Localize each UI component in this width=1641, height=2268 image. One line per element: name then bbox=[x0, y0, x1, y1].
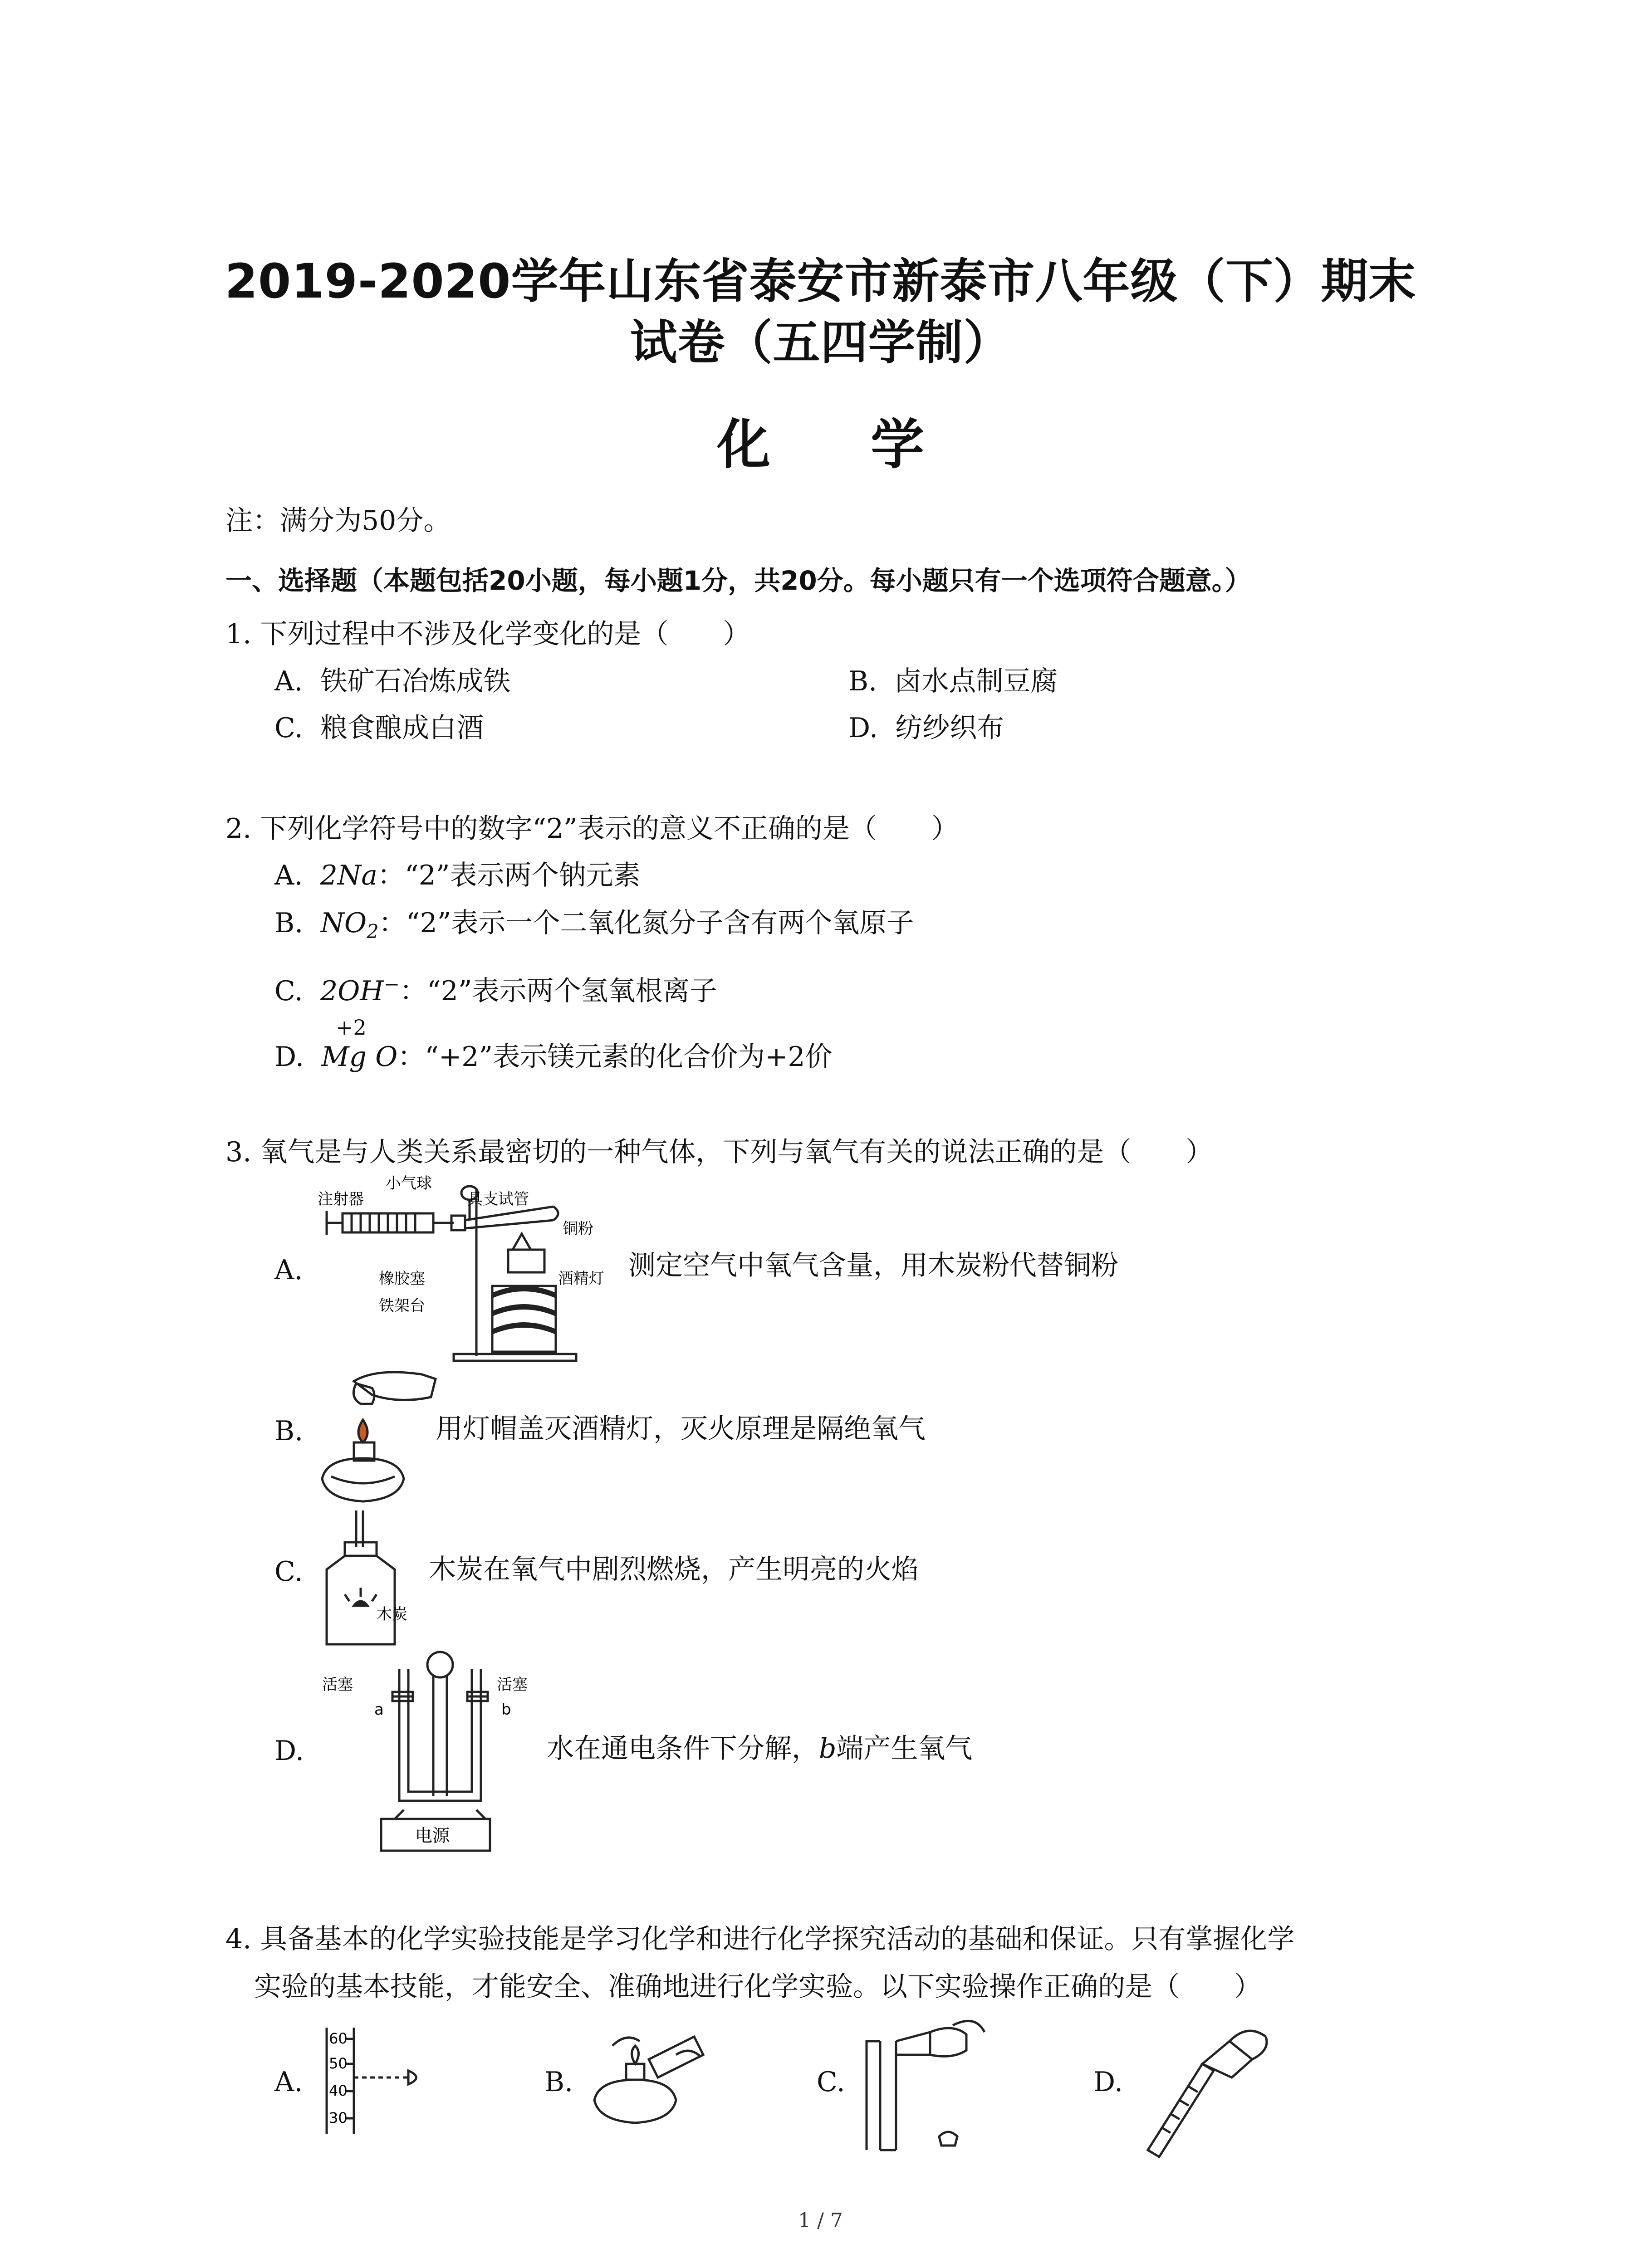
solid-into-tube-figure bbox=[862, 2014, 1007, 2164]
q2-stem: 2. 下列化学符号中的数字“2”表示的意义不正确的是（ ） bbox=[225, 813, 959, 845]
tick-label: 30 bbox=[329, 2109, 348, 2126]
q4-option-c-label[interactable]: C. bbox=[817, 2066, 845, 2098]
option-label: C. bbox=[274, 712, 303, 744]
option-text: 卤水点制豆腐 bbox=[894, 665, 1058, 697]
q1-option-c[interactable] bbox=[274, 710, 484, 746]
formula: 2Na bbox=[320, 860, 378, 891]
q1-option-b[interactable] bbox=[848, 663, 1058, 699]
title-line-1: 2019-2020学年山东省泰安市新泰市八年级（下）期末 bbox=[225, 254, 1416, 309]
label-lamp: 酒精灯 bbox=[558, 1270, 604, 1288]
water-electrolysis-figure bbox=[318, 1647, 554, 1873]
label-valve-left: 活塞 bbox=[322, 1676, 353, 1694]
q1-option-d[interactable] bbox=[848, 710, 1004, 746]
tick-label: 50 bbox=[329, 2055, 348, 2072]
q3-option-b-label[interactable]: B. bbox=[274, 1415, 304, 1447]
label-charcoal: 木炭 bbox=[377, 1605, 407, 1623]
q3-option-c-label[interactable]: C. bbox=[274, 1556, 303, 1588]
q3-option-d-text: 水在通电条件下分解，b端产生氧气 bbox=[547, 1733, 973, 1765]
option-text: 纺纱织布 bbox=[895, 712, 1004, 744]
label-tube: 具支试管 bbox=[467, 1190, 529, 1208]
q2-option-d[interactable]: D. Mg O：“+2”表示镁元素的化合价为+2价 bbox=[274, 1041, 833, 1073]
q4-option-d-label[interactable]: D. bbox=[1093, 2066, 1123, 2098]
q3-option-d-label[interactable]: D. bbox=[274, 1735, 304, 1767]
tick-label: 40 bbox=[329, 2082, 348, 2099]
q3-option-a-label[interactable]: A. bbox=[274, 1254, 303, 1286]
label-power-supply: 电源 bbox=[415, 1826, 450, 1846]
q3-stem: 3. 氧气是与人类关系最密切的一种气体，下列与氧气有关的说法正确的是（ ） bbox=[225, 1136, 1213, 1168]
section-heading: 一、选择题（本题包括20小题，每小题1分，共20分。每小题只有一个选项符合题意。） bbox=[225, 565, 1251, 596]
q3-option-a-text: 测定空气中氧气含量，用木炭粉代替铜粉 bbox=[628, 1250, 1118, 1281]
page-number: 1 / 7 bbox=[798, 2209, 843, 2232]
label-syringe: 注射器 bbox=[318, 1190, 364, 1208]
option-text: 铁矿石冶炼成铁 bbox=[320, 665, 511, 697]
label-electrode-a: a bbox=[374, 1701, 384, 1719]
q2-option-b[interactable]: B. $NO_2$：“2”表示一个二氧化氮分子含有两个氧原子 bbox=[274, 907, 914, 943]
subject-heading: 化 学 bbox=[716, 413, 965, 476]
q4-option-b-label[interactable]: B. bbox=[544, 2066, 573, 2098]
formula: Mg O bbox=[321, 1041, 398, 1073]
option-label: D. bbox=[848, 712, 878, 744]
label-valve-right: 活塞 bbox=[497, 1676, 528, 1694]
pouring-into-cylinder-figure bbox=[1134, 2014, 1279, 2159]
label-electrode-b: b bbox=[501, 1701, 511, 1719]
q3-option-b-text: 用灯帽盖灭酒精灯，灭火原理是隔绝氧气 bbox=[436, 1413, 926, 1445]
q4-option-a-label[interactable]: A. bbox=[274, 2066, 303, 2098]
q1-option-a[interactable] bbox=[274, 663, 511, 699]
valence-mark: +2 bbox=[336, 1015, 367, 1040]
formula: 2OH bbox=[320, 975, 384, 1007]
q2-option-a[interactable]: A. 2Na：“2”表示两个钠元素 bbox=[274, 860, 641, 891]
label-stand: 铁架台 bbox=[379, 1297, 425, 1315]
charcoal-oxygen-bottle-figure bbox=[318, 1506, 436, 1651]
q3-option-c-text: 木炭在氧气中剧烈燃烧，产生明亮的火焰 bbox=[429, 1554, 919, 1585]
option-label: B. bbox=[848, 665, 877, 697]
q4-stem-line1: 4. 具备基本的化学实验技能是学习化学和进行化学探究活动的基础和保证。只有掌握化学 bbox=[225, 1923, 1295, 1955]
lamp-lighting-figure bbox=[585, 2028, 712, 2132]
q4-stem-line2: 实验的基本技能，才能安全、准确地进行化学实验。以下实验操作正确的是（ ） bbox=[254, 1971, 1261, 2003]
graduated-cylinder-reading-figure bbox=[318, 2023, 445, 2141]
alcohol-lamp-cap-figure bbox=[318, 1370, 440, 1506]
score-note: 注：满分为50分。 bbox=[225, 505, 451, 537]
q1-stem: 1. 下列过程中不涉及化学变化的是（ ） bbox=[225, 618, 750, 650]
label-balloon: 小气球 bbox=[386, 1175, 432, 1193]
label-copper: 铜粉 bbox=[563, 1220, 593, 1238]
formula: NO bbox=[320, 907, 367, 939]
q2-option-c[interactable]: C. 2OH−：“2”表示两个氢氧根离子 bbox=[274, 973, 717, 1007]
option-text: 粮食酿成白酒 bbox=[320, 712, 484, 744]
option-label: A. bbox=[274, 665, 303, 697]
tick-label: 60 bbox=[329, 2030, 348, 2047]
title-line-2: 试卷（五四学制） bbox=[630, 315, 1011, 370]
apparatus-copper-oxygen-figure bbox=[318, 1175, 612, 1365]
label-stopper: 橡胶塞 bbox=[379, 1270, 425, 1288]
